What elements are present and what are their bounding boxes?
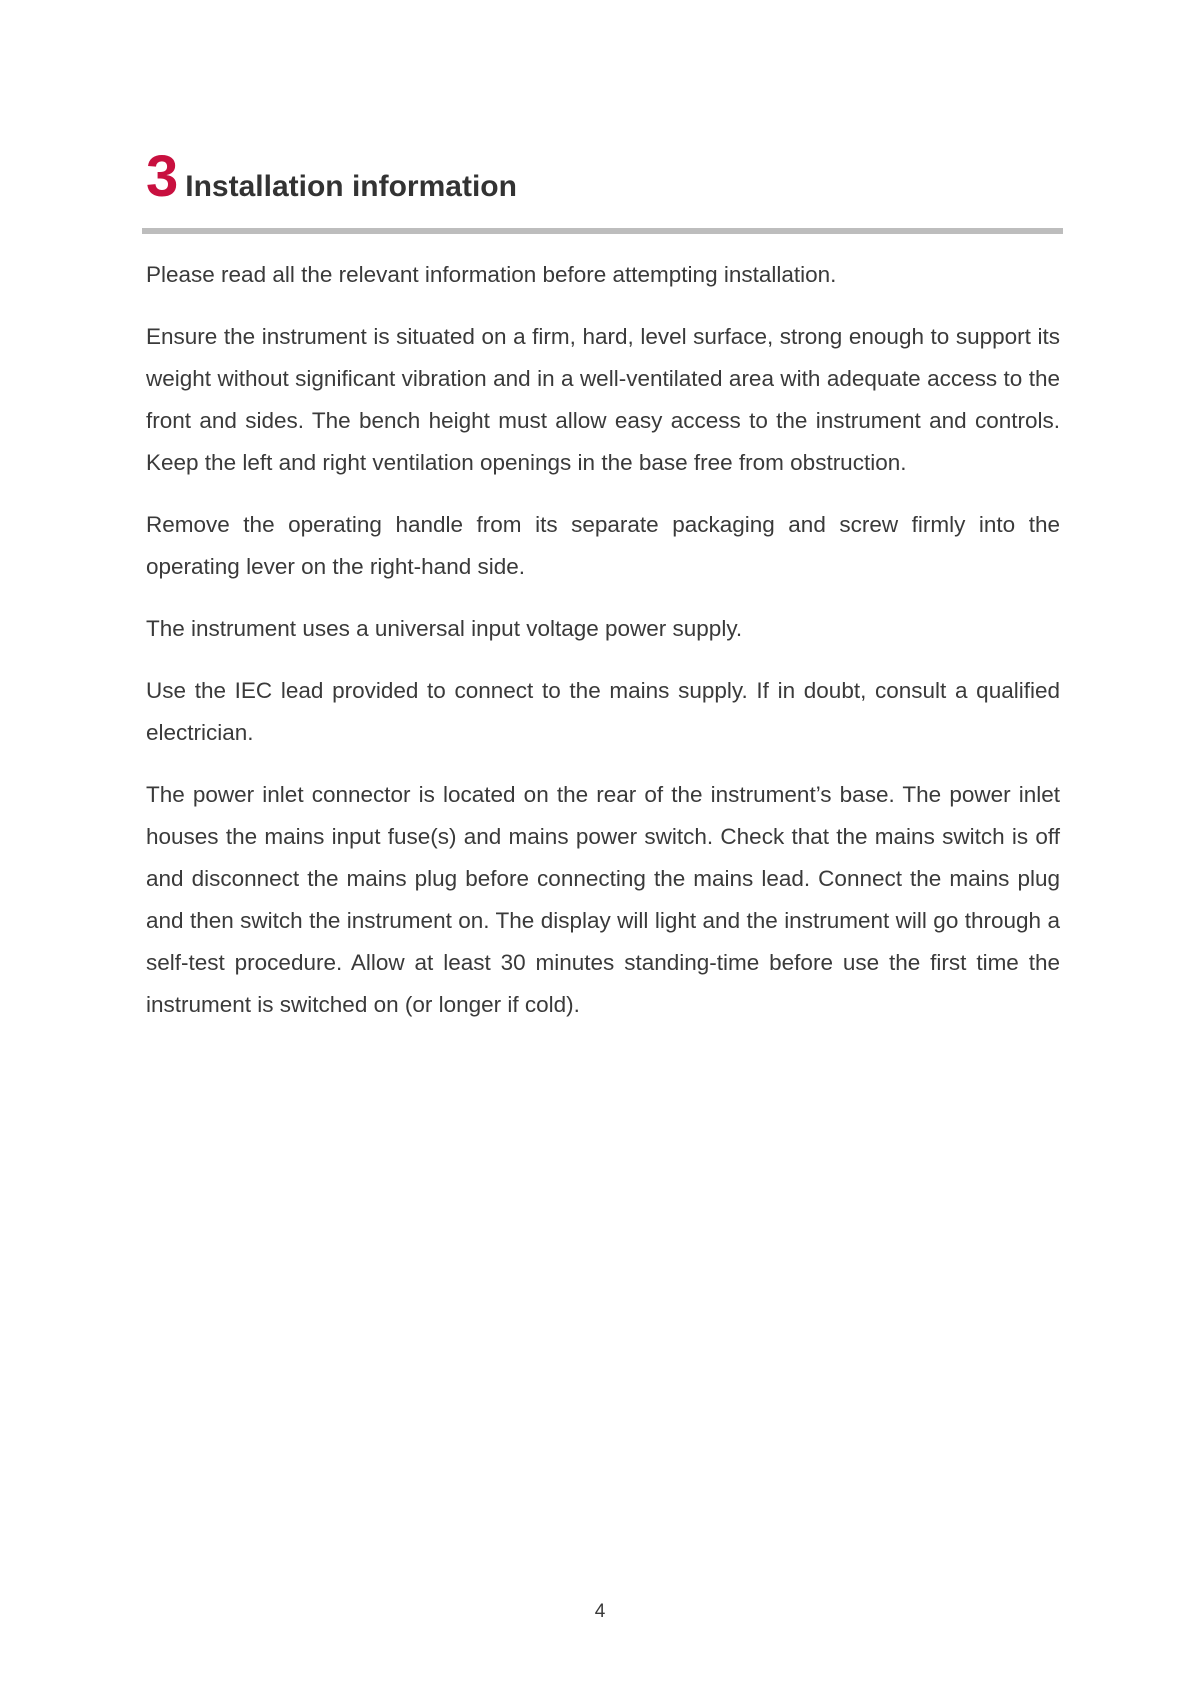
paragraph-handle: Remove the operating handle from its separate packaging and screw firmly into the operating lever on the right-hand side. [146,512,1060,579]
paragraph-intro: Please read all the relevant information before attempting installation. [146,262,837,287]
paragraph-power-supply: The instrument uses a universal input voltage power supply. [146,616,743,641]
page-number: 4 [594,1601,606,1622]
paragraph-placement: Ensure the instrument is situated on a firm, hard, level surface, strong enough to support its weight without significant vibration and in a well-ventilated area with adequate access to the front and sides. The bench height must allow easy access to the instrument and controls. Keep the left and right ventilation openings in the base free from obstruction. [146,324,1060,475]
paragraph-iec-lead: Use the IEC lead provided to connect to the mains supply. If in doubt, consult a qualified electrician. [146,678,1060,745]
section-divider [142,228,1063,234]
body-text [146,254,1060,1046]
section-title: Installation information [185,170,517,203]
section-heading [146,144,1062,209]
section-number: 3 [146,144,178,209]
paragraph-power-inlet: The power inlet connector is located on the rear of the instrument’s base. The power inlet houses the mains input fuse(s) and mains power switch. Check that the mains switch is off and disconnect the mains plug before connecting the mains lead. Connect the mains plug and then switch the instrument on. The display will light and the instrument will go through a self-test procedure. Allow at least 30 minutes standing-time before use the first time the instrument is switched on (or longer if cold). [146,782,1060,1017]
